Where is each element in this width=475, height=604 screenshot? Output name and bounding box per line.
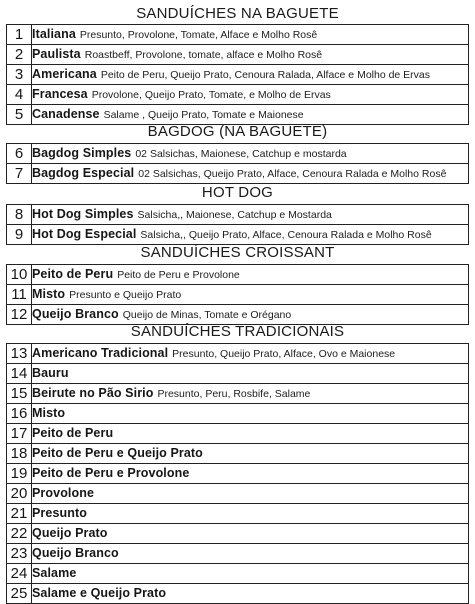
table-row: [7, 424, 469, 444]
item-name: Paulista: [32, 47, 81, 61]
item-description: [32, 25, 469, 45]
table-row: [7, 85, 469, 105]
item-number: 10: [7, 265, 32, 285]
item-name: Italiana: [32, 27, 76, 41]
item-number: 12: [7, 305, 32, 325]
item-description: [32, 164, 469, 184]
item-name: Misto: [32, 406, 66, 420]
item-description: [32, 85, 469, 105]
item-ingredients: 02 Salsichas, Queijo Prato, Alface, Cenoura Ralada e Molho Rosê: [138, 168, 447, 180]
item-ingredients: Presunto, Provolone, Tomate, Alface e Molho Rosê: [79, 29, 318, 41]
section-title-croissant: SANDUÍCHES CROISSANT: [140, 244, 335, 261]
item-number: 18: [7, 444, 32, 464]
table-row: [7, 305, 469, 325]
table-row: [7, 504, 469, 524]
table-tradicionais: [6, 343, 469, 604]
item-description: [32, 424, 469, 444]
item-description: [32, 225, 469, 245]
table-row: [7, 285, 469, 305]
item-description: [32, 544, 469, 564]
item-ingredients: Queijo de Minas, Tomate e Orégano: [122, 309, 292, 321]
item-name: Queijo Prato: [32, 526, 108, 540]
item-number: 4: [7, 85, 32, 105]
item-number: 22: [7, 524, 32, 544]
table-croissant: [6, 264, 469, 325]
table-row: [7, 225, 469, 245]
section-title-bagdog: BAGDOG (NA BAGUETE): [147, 123, 328, 140]
item-number: 16: [7, 404, 32, 424]
item-name: Presunto: [32, 506, 87, 520]
item-name: Peito de Peru: [32, 426, 114, 440]
item-ingredients: Peito de Peru e Provolone: [117, 269, 240, 281]
item-description: [32, 484, 469, 504]
item-name: Beirute no Pão Sirio: [32, 386, 154, 400]
item-name: Misto: [32, 287, 66, 301]
item-number: 11: [7, 285, 32, 305]
item-description: [32, 404, 469, 424]
table-row: [7, 384, 469, 404]
table-row: [7, 164, 469, 184]
table-hotdog: [6, 204, 469, 245]
item-ingredients: Salame , Queijo Prato, Tomate e Maionese: [103, 109, 304, 121]
table-bagdog: [6, 143, 469, 184]
item-name: Bagdog Especial: [32, 166, 135, 180]
table-row: [7, 444, 469, 464]
item-description: [32, 285, 469, 305]
item-name: Peito de Peru e Queijo Prato: [32, 446, 203, 460]
item-number: 19: [7, 464, 32, 484]
item-description: [32, 464, 469, 484]
table-row: [7, 484, 469, 504]
item-ingredients: 02 Salsichas, Maionese, Catchup e mostarda: [135, 148, 347, 160]
item-number: 3: [7, 65, 32, 85]
item-name: Salame e Queijo Prato: [32, 586, 167, 600]
item-name: Peito de Peru e Provolone: [32, 466, 190, 480]
table-row: [7, 265, 469, 285]
item-name: Provolone: [32, 486, 95, 500]
item-name: Queijo Branco: [32, 307, 119, 321]
item-name: Bauru: [32, 366, 69, 380]
item-description: [32, 205, 469, 225]
table-row: [7, 45, 469, 65]
item-number: 7: [7, 164, 32, 184]
table-row: [7, 344, 469, 364]
table-row: [7, 205, 469, 225]
item-ingredients: Presunto, Peru, Rosbife, Salame: [157, 388, 311, 400]
item-ingredients: Presunto, Queijo Prato, Alface, Ovo e Maionese: [172, 348, 396, 360]
item-ingredients: Salsicha,, Maionese, Catchup e Mostarda: [137, 209, 332, 221]
item-name: Americano Tradicional: [32, 346, 169, 360]
item-description: [32, 105, 469, 125]
item-description: [32, 305, 469, 325]
item-ingredients: Salsicha,, Queijo Prato, Alface, Cenoura Ralada e Molho Rosê: [140, 229, 432, 241]
section-title-baguete: SANDUÍCHES NA BAGUETE: [136, 5, 339, 22]
item-name: Salame: [32, 566, 77, 580]
item-name: Queijo Branco: [32, 546, 119, 560]
table-row: [7, 105, 469, 125]
item-number: 5: [7, 105, 32, 125]
item-description: [32, 564, 469, 584]
item-number: 1: [7, 25, 32, 45]
item-name: Hot Dog Simples: [32, 207, 134, 221]
item-description: [32, 65, 469, 85]
item-number: 14: [7, 364, 32, 384]
table-row: [7, 464, 469, 484]
item-name: Hot Dog Especial: [32, 227, 137, 241]
item-name: Francesa: [32, 87, 88, 101]
item-description: [32, 45, 469, 65]
table-row: [7, 584, 469, 604]
item-description: [32, 364, 469, 384]
item-number: 25: [7, 584, 32, 604]
table-row: [7, 404, 469, 424]
item-number: 13: [7, 344, 32, 364]
item-number: 8: [7, 205, 32, 225]
item-ingredients: Roastbeff, Provolone, tomate, alface e Molho Rosê: [84, 49, 323, 61]
item-ingredients: Provolone, Queijo Prato, Tomate, e Molho de Ervas: [91, 89, 331, 101]
table-row: [7, 564, 469, 584]
table-row: [7, 364, 469, 384]
item-description: [32, 444, 469, 464]
item-description: [32, 384, 469, 404]
table-row: [7, 25, 469, 45]
table-row: [7, 524, 469, 544]
item-description: [32, 524, 469, 544]
table-row: [7, 544, 469, 564]
table-row: [7, 65, 469, 85]
item-number: 6: [7, 144, 32, 164]
item-description: [32, 504, 469, 524]
item-number: 21: [7, 504, 32, 524]
item-ingredients: Peito de Peru, Queijo Prato, Cenoura Ralada, Alface e Molho de Ervas: [100, 69, 431, 81]
item-ingredients: Presunto e Queijo Prato: [69, 289, 182, 301]
item-number: 2: [7, 45, 32, 65]
item-description: [32, 344, 469, 364]
item-number: 15: [7, 384, 32, 404]
table-baguete: [6, 24, 469, 125]
item-name: Peito de Peru: [32, 267, 114, 281]
item-description: [32, 144, 469, 164]
item-name: Bagdog Simples: [32, 146, 132, 160]
item-number: 9: [7, 225, 32, 245]
section-title-tradicionais: SANDUÍCHES TRADICIONAIS: [130, 323, 345, 340]
item-name: Canadense: [32, 107, 100, 121]
item-number: 23: [7, 544, 32, 564]
item-number: 20: [7, 484, 32, 504]
table-row: [7, 144, 469, 164]
item-description: [32, 584, 469, 604]
item-name: Americana: [32, 67, 97, 81]
section-title-hotdog: HOT DOG: [201, 184, 274, 201]
item-number: 17: [7, 424, 32, 444]
item-number: 24: [7, 564, 32, 584]
item-description: [32, 265, 469, 285]
